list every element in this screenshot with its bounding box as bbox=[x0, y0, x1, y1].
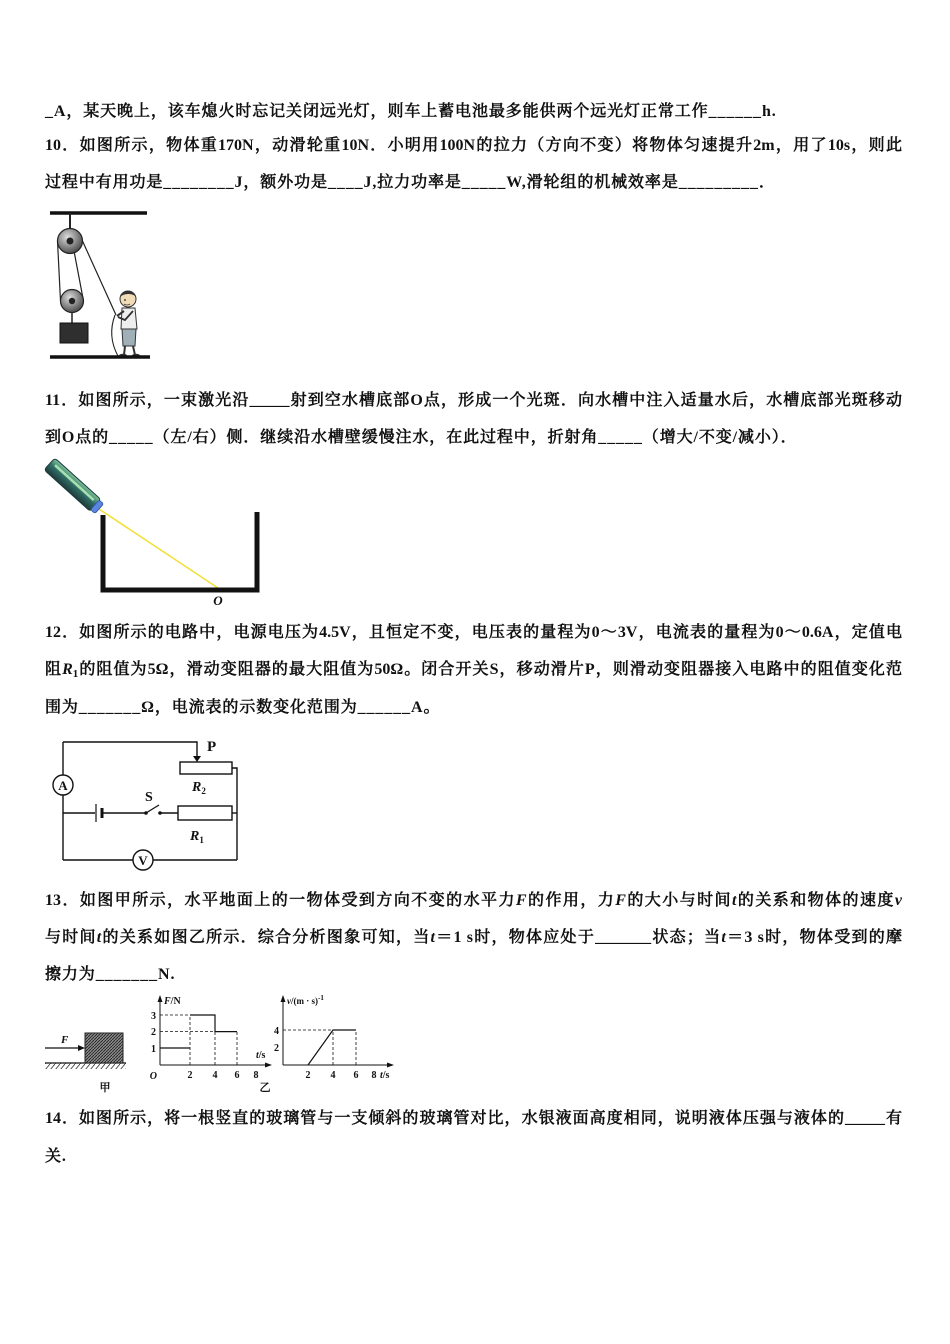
f-y-tick-1: 1 bbox=[151, 1044, 156, 1055]
q13-l2-var-t-3: t bbox=[721, 929, 726, 946]
v-graph-y-arrow bbox=[281, 995, 286, 1002]
ground-hatch bbox=[45, 1063, 126, 1069]
ammeter-label: A bbox=[58, 778, 68, 793]
f-y-tick-2: 2 bbox=[151, 1027, 156, 1038]
q12-line-2 bbox=[45, 659, 902, 685]
r1-subscript: 1 bbox=[72, 668, 79, 680]
voltmeter-label: V bbox=[138, 853, 148, 868]
q12-line-3: 围为_______Ω，电流表的示数变化范围为______A。 bbox=[45, 699, 441, 716]
v-y-tick-4: 4 bbox=[274, 1026, 279, 1037]
q13-l1-var-f-2: F bbox=[615, 892, 626, 909]
slider-label: P bbox=[207, 739, 217, 755]
q12-line-2-text-b: 的阻值为5Ω，滑动变阻器的最大阻值为50Ω。闭合开关S，移动滑片P，则滑动变阻器接入电路中的阻值变化范 bbox=[78, 661, 902, 678]
v-x-tick-2: 2 bbox=[305, 1070, 311, 1081]
f-graph-origin: O bbox=[149, 1071, 157, 1082]
wire-top bbox=[63, 742, 197, 757]
r1-symbol: R bbox=[62, 661, 73, 678]
f-graph-y-label: F/N bbox=[164, 996, 181, 1007]
rope-left bbox=[58, 241, 61, 301]
q13-l2-seg-2: 的关系如图乙所示．综合分析图象可知，当 bbox=[101, 929, 431, 946]
block bbox=[85, 1033, 123, 1063]
v-graph-x-label: t/s bbox=[380, 1070, 390, 1081]
q13-l1-seg-2: 的作用，力 bbox=[526, 892, 616, 909]
v-graph-y-label: $v/(m \cdot s)^{-1}$ bbox=[287, 994, 324, 1006]
resistor-label: $R_1$ bbox=[190, 829, 204, 845]
laser-tank-figure bbox=[45, 462, 265, 610]
fixed-pulley bbox=[58, 229, 83, 254]
force-arrow-head bbox=[78, 1045, 85, 1051]
rheostat-label: $R_2$ bbox=[192, 780, 206, 796]
voltmeter bbox=[133, 850, 153, 870]
pulley-figure bbox=[45, 205, 160, 365]
v-curve bbox=[308, 1030, 356, 1065]
person-pulling bbox=[112, 291, 140, 357]
v-y-tick-2: 2 bbox=[274, 1043, 279, 1054]
laser-beam bbox=[99, 509, 218, 588]
q13-line-2 bbox=[45, 927, 902, 949]
switch bbox=[144, 805, 162, 815]
q12-line-1: 12．如图所示的电路中，电源电压为4.5V，且恒定不变，电压表的量程为0～3V，电流表的量程为0～0.6A，定值电 bbox=[45, 624, 902, 641]
f-x-tick-2: 2 bbox=[187, 1070, 193, 1081]
caption-left: 甲 bbox=[99, 1082, 111, 1094]
q13-line-1 bbox=[45, 890, 902, 912]
velocity-time-graph bbox=[274, 994, 394, 1081]
f-x-tick-6: 6 bbox=[234, 1070, 240, 1081]
wire-right bbox=[232, 768, 237, 860]
force-velocity-figure bbox=[40, 992, 400, 1096]
q13-l1-var-t: t bbox=[732, 892, 737, 909]
q13-l2-var-t-2: t bbox=[430, 929, 435, 946]
q13-l1-var-f-1: F bbox=[515, 892, 527, 909]
v-x-tick-6: 6 bbox=[353, 1070, 359, 1081]
q13-l2-seg-0: 与时间 bbox=[45, 929, 97, 946]
battery bbox=[96, 804, 102, 822]
circuit-figure bbox=[50, 730, 250, 872]
q12-line-2-text-a: 阻 bbox=[45, 661, 63, 678]
q13-l1-var-v: v bbox=[894, 892, 902, 909]
f-graph-x-arrow bbox=[265, 1063, 272, 1068]
laser-pointer bbox=[44, 458, 104, 515]
rheostat bbox=[180, 762, 232, 774]
q10-line-1: 10．如图所示，物体重170N，动滑轮重10N．小明用100N的拉力（方向不变）将物体匀速提升2m，用了10s，则此 bbox=[45, 137, 902, 154]
q13-l1-seg-4: 的大小与时间 bbox=[625, 892, 732, 909]
f-y-tick-3: 3 bbox=[151, 1011, 156, 1022]
weight-block bbox=[60, 323, 88, 343]
movable-pulley bbox=[61, 290, 84, 313]
f-graph-y-arrow bbox=[158, 995, 163, 1002]
q10-line-2: 过程中有用功是________J，额外功是____J,拉力功率是_____W,滑轮组的机械效率是_________． bbox=[45, 174, 776, 191]
q13-l1-seg-0: 13．如图甲所示，水平地面上的一物体受到方向不变的水平力 bbox=[45, 892, 516, 909]
f-x-tick-4: 4 bbox=[212, 1070, 218, 1081]
force-time-graph bbox=[150, 995, 272, 1082]
q13-l2-var-t-1: t bbox=[96, 929, 102, 946]
ammeter bbox=[53, 775, 73, 795]
f-graph-x-label: t/s bbox=[256, 1050, 266, 1061]
resistor-r1 bbox=[178, 806, 232, 820]
q11-line-1: 11．如图所示，一束激光沿_____射到空水槽底部O点，形成一个光斑．向水槽中注入适量水后，水槽底部光斑移动 bbox=[45, 392, 902, 409]
q13-l2-seg-6: ＝3 s时，物体受到的摩 bbox=[725, 929, 902, 946]
f-x-tick-8: 8 bbox=[253, 1070, 259, 1081]
q11-line-2: 到O点的_____（左/右）侧．继续沿水槽壁缓慢注水，在此过程中，折射角_____（增大/不变/减小）． bbox=[45, 429, 798, 446]
q13-l2-seg-4: ＝1 s时，物体应处于_______状态；当 bbox=[434, 929, 722, 946]
v-graph-x-arrow bbox=[387, 1063, 394, 1068]
q14-line-2: 关. bbox=[45, 1148, 67, 1165]
v-x-tick-8: 8 bbox=[371, 1070, 377, 1081]
q9-tail-line: _A，某天晚上，该车熄火时忘记关闭远光灯，则车上蓄电池最多能供两个远光灯正常工作______h. bbox=[45, 103, 777, 120]
water-tank bbox=[103, 512, 257, 590]
switch-label: S bbox=[145, 790, 153, 805]
point-o-label: O bbox=[213, 593, 223, 608]
slider-arrow bbox=[193, 756, 201, 762]
force-label: F bbox=[61, 1034, 69, 1046]
q13-line-3: 擦力为_______N. bbox=[45, 966, 176, 983]
q13-l1-seg-6: 的关系和物体的速度 bbox=[736, 892, 895, 909]
v-x-tick-4: 4 bbox=[330, 1070, 336, 1081]
q14-line-1: 14．如图所示，将一根竖直的玻璃管与一支倾斜的玻璃管对比，水银液面高度相同，说明液体压强与液体的_____有 bbox=[45, 1110, 902, 1127]
caption-right: 乙 bbox=[259, 1082, 271, 1094]
rope-pull bbox=[83, 241, 117, 315]
